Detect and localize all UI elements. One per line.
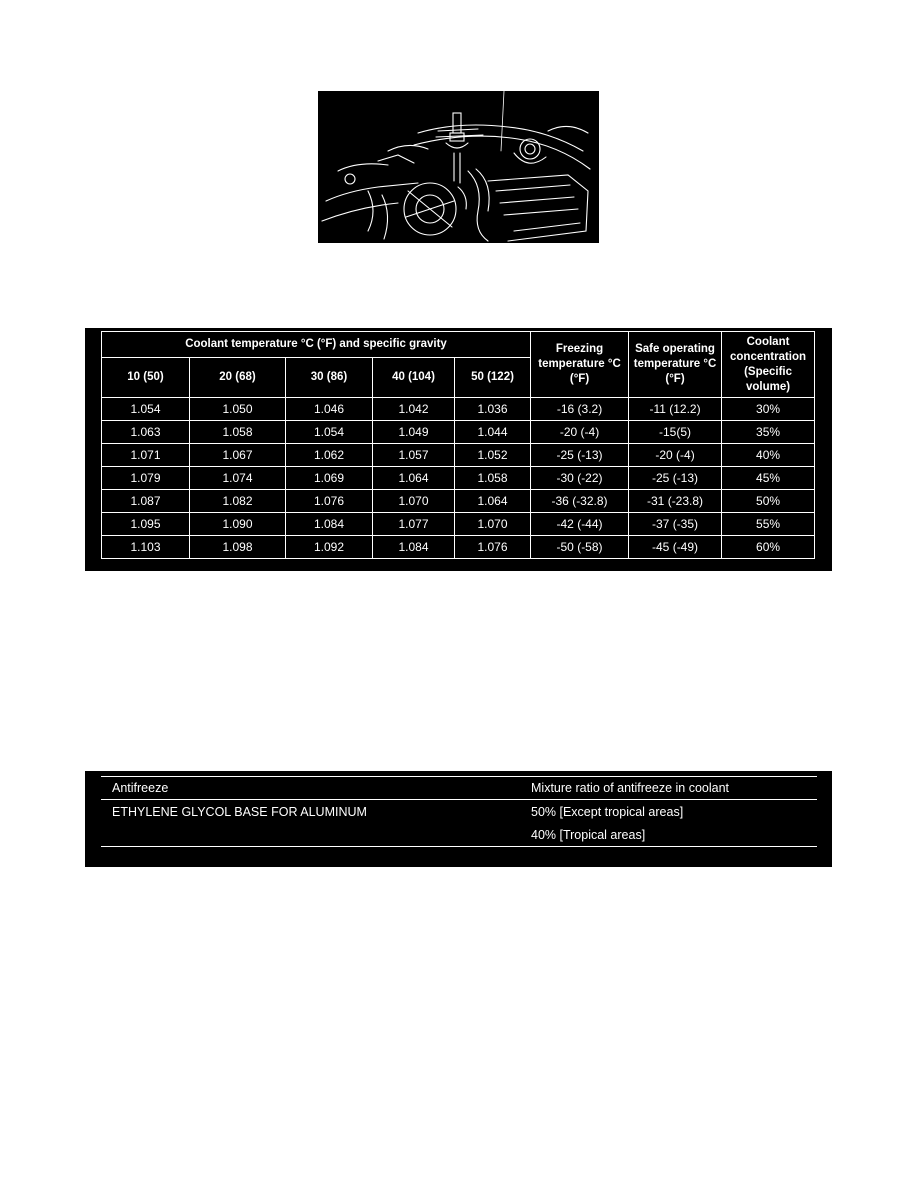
table-cell: -50 (-58) [531,536,629,559]
hydrometer-engine-bay-illustration-icon [318,91,599,243]
table-row [102,421,815,444]
table-cell: 1.079 [102,467,190,490]
table-row [102,467,815,490]
table-cell: 1.095 [102,513,190,536]
table-row [102,490,815,513]
table-cell: 30% [722,398,815,421]
divider [101,799,817,800]
table-cell: 1.084 [373,536,455,559]
safe-operating-temperature-header: Safe operating temperature °C (°F) [629,332,722,398]
table-cell: 40% [722,444,815,467]
temp-header-40: 40 (104) [373,358,455,398]
table-cell: -45 (-49) [629,536,722,559]
table-cell: -25 (-13) [531,444,629,467]
table-cell: 50% [722,490,815,513]
table-cell: 35% [722,421,815,444]
table-cell: 1.090 [190,513,286,536]
temp-header-30: 30 (86) [286,358,373,398]
table-cell: 1.057 [373,444,455,467]
table-cell: 1.098 [190,536,286,559]
table-cell: 1.064 [373,467,455,490]
table-cell: 1.049 [373,421,455,444]
table-cell: 1.076 [286,490,373,513]
table-cell: 1.054 [286,421,373,444]
table-cell: 1.087 [102,490,190,513]
table-cell: 45% [722,467,815,490]
table-cell: 1.067 [190,444,286,467]
table-cell: -20 (-4) [531,421,629,444]
table-cell: -11 (12.2) [629,398,722,421]
coolant-temperature-group-header: Coolant temperature °C (°F) and specific gravity [102,332,531,358]
table-cell: -36 (-32.8) [531,490,629,513]
temp-header-20: 20 (68) [190,358,286,398]
table-cell: 1.058 [455,467,531,490]
table-cell: -16 (3.2) [531,398,629,421]
table-cell: 1.074 [190,467,286,490]
table-row [102,513,815,536]
table-cell: 1.064 [455,490,531,513]
engine-bay-illustration [318,91,599,243]
mixture-ratio-header: Mixture ratio of antifreeze in coolant [531,781,730,795]
ratio-tropical: 40% [Tropical areas] [531,828,646,842]
table-cell: 1.054 [102,398,190,421]
table-row [102,536,815,559]
table-cell: 1.077 [373,513,455,536]
table-cell: 1.070 [455,513,531,536]
table-cell: -42 (-44) [531,513,629,536]
table-cell: 1.052 [455,444,531,467]
ratio-except-tropical: 50% [Except tropical areas] [531,805,684,819]
antifreeze-header: Antifreeze [112,781,169,795]
table-cell: 1.050 [190,398,286,421]
freezing-temperature-header: Freezing temperature °C (°F) [531,332,629,398]
table-cell: -25 (-13) [629,467,722,490]
table-cell: 1.058 [190,421,286,444]
table-cell: 1.062 [286,444,373,467]
antifreeze-type: ETHYLENE GLYCOL BASE FOR ALUMINUM [112,805,367,819]
divider [101,776,817,777]
table-cell: -31 (-23.8) [629,490,722,513]
table-cell: 1.092 [286,536,373,559]
table-cell: -15(5) [629,421,722,444]
temp-header-10: 10 (50) [102,358,190,398]
table-cell: 1.103 [102,536,190,559]
table-cell: 55% [722,513,815,536]
coolant-gravity-table-panel [85,328,832,571]
antifreeze-table-panel [85,771,832,867]
coolant-gravity-table [101,331,815,559]
table-cell: 60% [722,536,815,559]
table-row [102,444,815,467]
table-cell: -20 (-4) [629,444,722,467]
divider [101,846,817,847]
table-cell: -37 (-35) [629,513,722,536]
table-cell: 1.044 [455,421,531,444]
table-cell: 1.046 [286,398,373,421]
table-cell: 1.082 [190,490,286,513]
table-cell: 1.063 [102,421,190,444]
table-cell: 1.071 [102,444,190,467]
table-cell: 1.076 [455,536,531,559]
table-cell: -30 (-22) [531,467,629,490]
table-cell: 1.042 [373,398,455,421]
table-cell: 1.084 [286,513,373,536]
table-cell: 1.069 [286,467,373,490]
table-row [102,398,815,421]
table-cell: 1.036 [455,398,531,421]
table-cell: 1.070 [373,490,455,513]
temp-header-50: 50 (122) [455,358,531,398]
coolant-concentration-header: Coolant concentration (Specific volume) [722,332,815,398]
